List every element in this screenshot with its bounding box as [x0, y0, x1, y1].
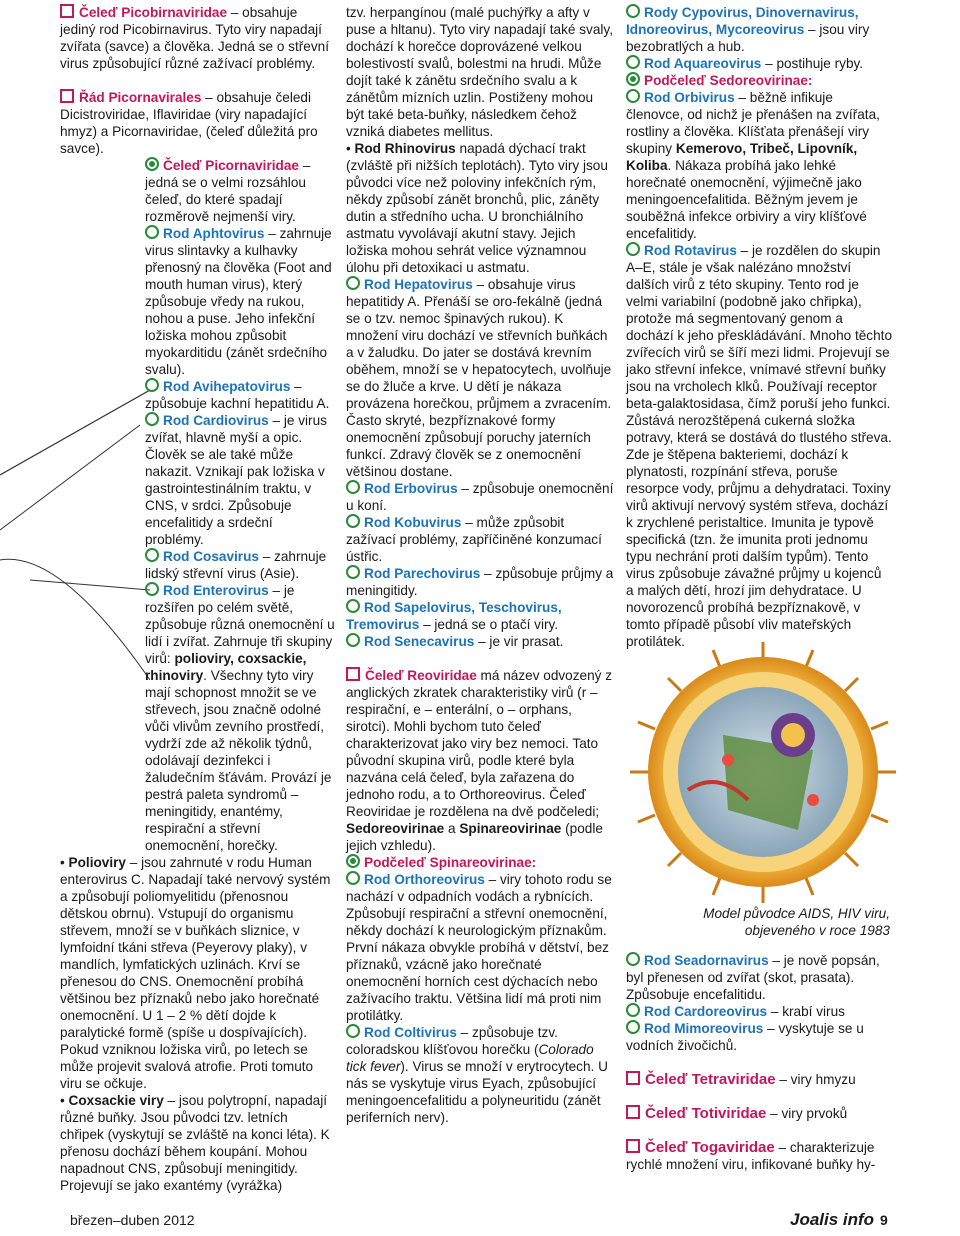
text-cosavirus: – zahrnuje lidský střevní virus (Asie).: [145, 549, 327, 581]
circle-bullet-icon: [346, 633, 360, 647]
page-number: 9: [880, 1212, 888, 1228]
text-coxsackie: – jsou polytropní, napadají různé buňky. Jsou původci tzv. letních chřipek (vyskytují se zvláště na konci léta). K přenosu dochází během koupání. Mohou napadnout CNS, způsobují meningitidy. Projevují se jako exantémy (vyrážka): [60, 1093, 330, 1193]
text-orbivirus: – běžně infikuje členovce, od nichž je přenášen na zvířata, rostliny a člověka. Klíšťata přenášejí viry skupiny: [626, 90, 880, 156]
circle-bullet-icon: [145, 582, 159, 596]
heading-spinareovirinae: Podčeleď Spinareovirinae:: [364, 855, 537, 870]
text-enterovirus: – je rozšířen po celém světě, způsobuje různá onemocnění u lidí i zvířat. Zahrnuje tři skupiny virů:: [145, 583, 335, 666]
filled-circle-bullet-icon: [346, 854, 360, 868]
heading-tetraviridae: Čeleď Tetraviridae: [645, 1071, 776, 1088]
circle-bullet-icon: [626, 55, 640, 69]
square-bullet-icon: [346, 667, 360, 681]
heading-cardiovirus: Rod Cardiovirus: [163, 413, 269, 428]
column-3-lower: [626, 952, 892, 1173]
heading-erbovirus: Rod Erbovirus: [364, 481, 458, 496]
text-picornavirales: – obsahuje čeledi Dicistroviridae, Iflaviridae (viry napadající hmyz) a Picornaviridae, (čeleď důležitá pro savce).: [60, 90, 318, 156]
text-kobuvirus: – může způsobit zažívací problémy, zapříčiněné konzumací ústřic.: [346, 515, 602, 564]
heading-parechovirus: Rod Parechovirus: [364, 566, 481, 581]
text-togaviridae: – charakterizuje rychlé množení viru, infikované buňky hy-: [626, 1140, 876, 1172]
circle-bullet-icon: [346, 514, 360, 528]
text-avihepatovirus: – způsobuje kachní hepatitidu A.: [145, 379, 330, 411]
circle-bullet-icon: [626, 952, 640, 966]
heading-sapelovirus: Rod Sapelovirus, Teschovirus, Tremovirus: [346, 600, 562, 632]
text-rhinovirus: napadá dýchací trakt (zvláště při nižších teplotách). Tyto viry jsou původci více než poloviny infekčních rým, někdy způsobí zánět bronchů, plic, záněty dutin a středního ucha. U bronchiálního astmatu vyvolávají akutní stavy. Jejich ložiska mohou sehrát velice významnou úlohu při detoxikaci u astmatu.: [346, 141, 608, 275]
text-totiviridae: – viry prvoků: [766, 1106, 848, 1121]
heading-hepatovirus: Rod Hepatovirus: [364, 277, 473, 292]
footer-date: březen–duben 2012: [70, 1212, 195, 1228]
heading-cypovirus: Rody Cypovirus, Dinovernavirus, Idnoreovirus, Mycoreovirus: [626, 5, 859, 37]
text-tetraviridae: – viry hmyzu: [775, 1072, 856, 1087]
text-aquareovirus: – postihuje ryby.: [761, 56, 864, 71]
circle-bullet-icon: [626, 1003, 640, 1017]
circle-bullet-icon: [145, 225, 159, 239]
text-cypovirus: – jsou viry bezobratlých a hub.: [626, 22, 870, 54]
text-erbovirus: – způsobuje onemocnění u koní.: [346, 481, 614, 513]
circle-bullet-icon: [346, 599, 360, 613]
heading-orthoreovirus: Rod Orthoreovirus: [364, 872, 485, 887]
heading-mimoreovirus: Rod Mimoreovirus: [644, 1021, 764, 1036]
heading-rhinovirus: Rod Rhinovirus: [354, 141, 456, 156]
text-parechovirus: – způsobuje průjmy a meningitidy.: [346, 566, 614, 598]
heading-enterovirus: Rod Enterovirus: [163, 583, 269, 598]
square-bullet-icon: [626, 1139, 640, 1153]
square-bullet-icon: [626, 1071, 640, 1085]
heading-rotavirus: Rod Rotavirus: [644, 243, 737, 258]
circle-bullet-icon: [346, 871, 360, 885]
circle-bullet-icon: [626, 4, 640, 18]
circle-bullet-icon: [626, 242, 640, 256]
reoviridae-subfamily-1: Sedoreovirinae: [346, 821, 445, 836]
heading-coxsackie: Coxsackie viry: [68, 1093, 164, 1108]
text-sapelovirus: – jedná se o ptačí viry.: [419, 617, 559, 632]
text-hepatovirus: – obsahuje virus hepatitidy A. Přenáší se oro-fekálně (jedná se o tzv. nemoc špinavých rukou). K množení viru dochází ve střevních buňkách a v žaludku. Do jater se dostává krevním oběhem, množí se v hepatocytech, uvolňuje se do žluče a krve. U dětí je nákaza provázena horečkou, průjmem a zvracením. Často skryté, bezpříznakové formy onemocnění způsobují poruchy jaterních funkcí. Zdravý člověk se z onemocnění většinou dostane.: [346, 277, 612, 479]
circle-bullet-icon: [346, 1024, 360, 1038]
heading-coltivirus: Rod Coltivirus: [364, 1025, 457, 1040]
text-mimoreovirus: – vyskytuje se u vodních živočichů.: [626, 1021, 864, 1053]
text-coltivirus: – způsobuje tzv. coloradskou klíšťovou horečku (: [346, 1025, 558, 1057]
column-2: [346, 4, 614, 1126]
square-bullet-icon: [626, 1105, 640, 1119]
heading-picornaviridae: Čeleď Picornaviridae: [163, 158, 299, 173]
heading-reoviridae: Čeleď Reoviridae: [365, 668, 477, 683]
heading-polioviry: Polioviry: [68, 855, 126, 870]
orbivirus-groups: Kemerovo, Tribeč, Lipovník, Koliba: [626, 141, 858, 173]
text-orthoreovirus: – viry tohoto rodu se nachází v odpadních vodách a rybnících. Způsobují respirační a střevní onemocnění, někdy dochází k neurologickým příznakům. První nákaza obvykle probíhá v dětství, bez příznaků, vzácně jako horečnaté onemocnění horních cest dýchacích nebo zažívacího traktu. Většina lidí má proti nim protilátky.: [346, 872, 612, 1023]
text-reoviridae-3: (podle jejich vzhledu).: [346, 821, 603, 853]
coltivirus-italic: Colorado tick fever: [346, 1042, 594, 1074]
text-reoviridae-2: a: [444, 821, 460, 836]
heading-senecavirus: Rod Senecavirus: [364, 634, 475, 649]
circle-bullet-icon: [626, 89, 640, 103]
column-3: [626, 4, 892, 650]
heading-totiviridae: Čeleď Totiviridae: [645, 1105, 767, 1122]
text-rotavirus: – je rozdělen do skupin A–E, stále je však nalézáno množství dalších virů z této skupiny. Tento rod je velmi variabilní (podobně jako chřipka), protože má segmentovaný genom a dochází k jeho přeskládávání. Mnoho těchto zvířecích virů se šíří mezi lidmi. Projevují se jako střevní infekce, vnímavé střevní buňky jsou na vrcholech klků. Používají receptor beta-galaktosidasa, čímž poruší jeho funkci. Zůstává nerozštěpená cukerná složka potravy, která se dostává do tlustého střeva. Zde je štěpena bakteriemi, dochází k plynatosti, rozpínání střeva, poruše resorpce vody, průjmu a dehydrataci. Toxiny virů aktivují nervový systém střeva, dochází k zrychlené peristaltice. Imunita je typově specifická (tzn. že imunita proti jednomu typu nechrání proti dalším typům). Tento virus způsobuje závažné průjmy u kojenců a malých dětí, hrozí jim dehydratace. U novorozenců probíhá bezpříznakově, v tomto případě působí vliv mateřských protilátek.: [626, 243, 893, 649]
enterovirus-groups: polioviry, coxsackie, rhinoviry: [145, 651, 307, 683]
text-senecavirus: – je vir prasat.: [474, 634, 564, 649]
heading-picobirnaviridae: Čeleď Picobirnaviridae: [79, 5, 228, 20]
text-reoviridae: má název odvozený z anglických zkratek charakteristiky virů (r – respirační, e – enterální, o – orphans, sirotci). Mohli bychom tuto čeleď charakterizovat jako viry bez nemoci. Tato původní skupina virů, podle které byla nazvána celá čeleď, byla zařazena do jednoho rodu, a to Orthoreovirus. Čeleď Reoviridae je rozdělena na dvě podčeledi;: [346, 668, 613, 819]
text-picornaviridae: – jedná se o velmi rozsáhlou čeleď, do které spadají rozměrově nejmenší viry.: [145, 158, 311, 224]
text-herpangina: tzv. herpangínou (malé puchýřky a afty v puse a hltanu). Tyto viry napadají také svaly, dochází k horečce doprovázené velkou bolestivostí svalů, bolestmi na hrudi. Může dojít také k zánětu srdečního svalu a k zánětům mízních uzlin. Postiženy mohou být také beta-buňky, následkem čehož vzniká diabetes mellitus.: [346, 5, 613, 139]
heading-avihepatovirus: Rod Avihepatovirus: [163, 379, 291, 394]
heading-togaviridae: Čeleď Togaviridae: [645, 1139, 775, 1156]
joalis-logo: Joalis info: [790, 1210, 875, 1229]
heading-aquareovirus: Rod Aquareovirus: [644, 56, 762, 71]
text-enterovirus-2: . Všechny tyto viry mají schopnost množit se ve střevech, jsou značně odolné vůči vlivům zevního prostředí, vydrží zde až několik týdnů, odolávají dezinfekci i žaludečním šťávám. Provází je pestrá paleta syndromů – meningitidy, enantémy, respirační a střevní onemocnění, horečky.: [145, 668, 332, 853]
heading-cardoreovirus: Rod Cardoreovirus: [644, 1004, 768, 1019]
circle-bullet-icon: [346, 480, 360, 494]
heading-orbivirus: Rod Orbivirus: [644, 90, 735, 105]
filled-circle-bullet-icon: [626, 72, 640, 86]
circle-bullet-icon: [346, 565, 360, 579]
filled-circle-bullet-icon: [145, 157, 159, 171]
circle-bullet-icon: [626, 1020, 640, 1034]
figure-caption: [640, 905, 890, 939]
text-cardoreovirus: – krabí virus: [767, 1004, 845, 1019]
text-cardiovirus: – je virus zvířat, hlavně myší a opic. Člověk se ale také může nakazit. Vznikají pak ložiska v gastrointestinálním traktu, v CNS, v srdci. Způsobuje encefalitidy a srdeční problémy.: [145, 413, 327, 547]
heading-sedoreovirinae: Podčeleď Sedoreovirinae:: [644, 73, 813, 88]
heading-kobuvirus: Rod Kobuvirus: [364, 515, 462, 530]
heading-seadornavirus: Rod Seadornavirus: [644, 953, 769, 968]
heading-picornavirales: Řád Picornavirales: [79, 90, 202, 105]
reoviridae-subfamily-2: Spinareovirinae: [459, 821, 562, 836]
text-seadornavirus: – je nově popsán, byl přenesen od zvířat (skot, prasata). Způsobuje encefalitidu.: [626, 953, 880, 1002]
circle-bullet-icon: [145, 548, 159, 562]
circle-bullet-icon: [346, 276, 360, 290]
circle-bullet-icon: [145, 378, 159, 392]
heading-cosavirus: Rod Cosavirus: [163, 549, 259, 564]
text-orbivirus-2: . Nákaza probíhá jako lehké horečnaté onemocnění, výjimečně jako meningoencefalitida. Běžným jevem je souběžná infekce orbiviry a viry klíšťové encefalitidy.: [626, 158, 867, 241]
text-picobirnaviridae: – obsahuje jediný rod Picobirnavirus. Tyto viry napadají zvířata (savce) a člověka. Jedná se o střevní virus způsobující různé zažívací problémy.: [60, 5, 329, 71]
square-bullet-icon: [60, 89, 74, 103]
text-polioviry: – jsou zahrnuté v rodu Human enterovirus C. Napadají také nervový systém a způsobují poliomyelitidu (přenosnou dětskou obrnu). Vstupují do organismu střevem, množí se v buňkách sliznice, v lymfoidní tkáni střeva (Peyerovy plaky), v mandlích, lymfatických uzlinách. Krví se přenesou do CNS. Onemocnění probíhá většinou bez příznaků nebo jako horečnaté onemocnění. U 1 – 2 % dětí dojde k paralytické formě (spíše u dospívajících). Pokud vzniknou ložiska virů, po letech se může projevit svalová atrofie. Proti tomuto viru se očkuje.: [60, 855, 331, 1091]
caption-line-2: objeveného v roce 1983: [744, 923, 890, 938]
text-coltivirus-2: ). Virus se množí v erytrocytech. U nás se vyskytuje virus Eyach, způsobující meningoencefalitidu a polyneuritidu (zánět periferních nerv).: [346, 1059, 608, 1125]
circle-bullet-icon: [145, 412, 159, 426]
square-bullet-icon: [60, 4, 74, 18]
heading-aphtovirus: Rod Aphtovirus: [163, 226, 265, 241]
column-1: [60, 4, 335, 1194]
hiv-virus-illustration: [628, 640, 898, 905]
text-aphtovirus: – zahrnuje virus slintavky a kulhavky přenosný na člověka (Foot and mouth human virus), který způsobuje vředy na rukou, nohou a puse. Jeho infekční ložiska mohou způsobit myokarditidu (zánět srdečního svalu).: [145, 226, 332, 377]
caption-line-1: Model původce AIDS, HIV viru,: [703, 906, 890, 921]
